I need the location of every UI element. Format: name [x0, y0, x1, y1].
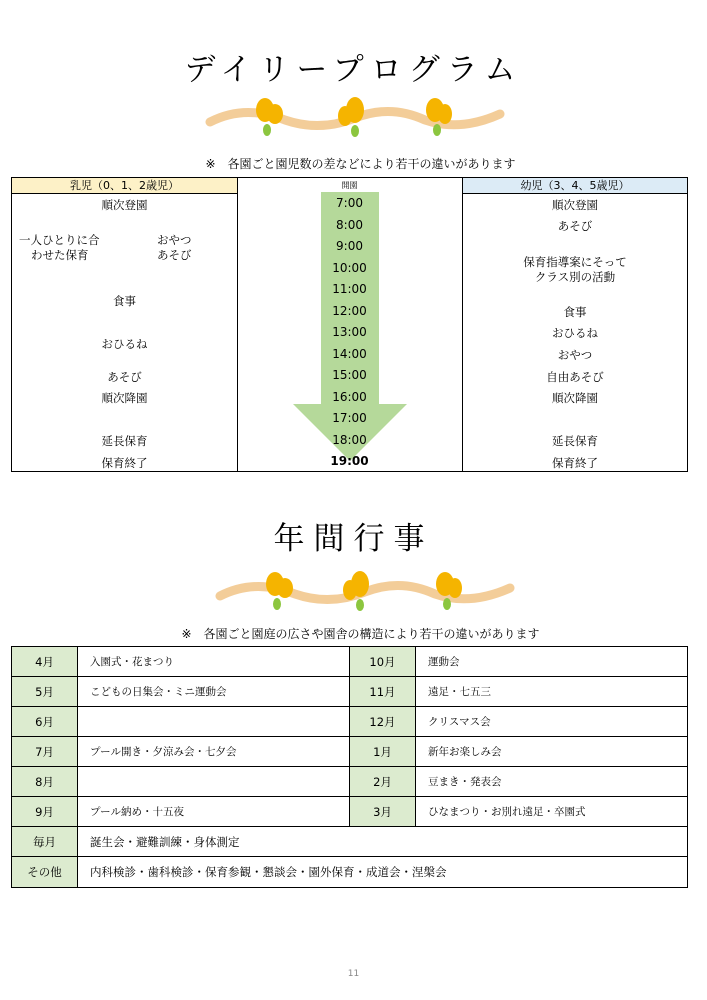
child-activity: あそび	[557, 219, 593, 233]
monthly-events: 誕生会・避難訓練・身体測定	[90, 834, 240, 849]
event-cell	[78, 767, 350, 796]
month-cell: 1月	[350, 737, 416, 766]
month-cell: 6月	[12, 707, 78, 736]
infant-header: 乳児（0、1、2歳児）	[12, 178, 237, 194]
time-label: 19:00	[330, 454, 369, 468]
month-cell: 10月	[350, 647, 416, 676]
month-cell: 4月	[12, 647, 78, 676]
child-activity: 延長保育	[552, 434, 598, 448]
event-cell: プール開き・夕涼み会・七夕会	[78, 737, 350, 766]
month-cell: 8月	[12, 767, 78, 796]
table-row	[12, 797, 687, 827]
time-label: 14:00	[332, 347, 367, 361]
time-label: 10:00	[332, 261, 367, 275]
table-row	[12, 857, 687, 887]
infant-activity: おやつ	[157, 233, 192, 247]
time-label: 8:00	[336, 218, 363, 232]
flower-ribbon-decoration	[215, 568, 515, 612]
event-cell: 新年お楽しみ会	[428, 746, 502, 758]
event-cell: 遠足・七五三	[428, 686, 491, 698]
time-label: 13:00	[332, 325, 367, 339]
infant-column	[12, 178, 238, 471]
month-cell: 5月	[12, 677, 78, 706]
child-activity: おひるね	[552, 326, 598, 340]
flower-ribbon-decoration	[205, 96, 505, 138]
infant-activity: あそび	[157, 248, 192, 262]
month-cell: 3月	[350, 797, 416, 826]
child-activity: おやつ	[557, 348, 593, 362]
time-label: 15:00	[332, 368, 367, 382]
table-row	[12, 707, 687, 737]
month-cell: 7月	[12, 737, 78, 766]
infant-activity: おひるね	[101, 337, 148, 351]
child-activity: 保育終了	[552, 456, 598, 470]
child-activity: 保育指導案にそって	[523, 255, 627, 269]
infant-activity: 一人ひとりに合	[19, 233, 100, 247]
time-label: 16:00	[332, 390, 367, 404]
child-activity: クラス別の活動	[534, 270, 616, 284]
event-cell: 運動会	[428, 656, 460, 668]
child-activity: 食事	[563, 305, 587, 319]
infant-activity: わせた保育	[31, 248, 89, 262]
child-activity: 順次降園	[552, 391, 598, 405]
month-cell: 2月	[350, 767, 416, 796]
child-column	[463, 178, 687, 471]
event-cell: 豆まき・発表会	[428, 776, 502, 788]
time-column	[237, 178, 463, 471]
event-cell	[78, 707, 350, 736]
table-row	[12, 647, 687, 677]
time-label: 12:00	[332, 304, 367, 318]
event-cell: クリスマス会	[428, 716, 491, 728]
opening-label: 開園	[341, 181, 358, 190]
infant-activity: 食事	[113, 294, 136, 308]
child-header: 幼児（3、4、5歳児）	[463, 178, 687, 194]
child-activity: 自由あそび	[546, 370, 604, 384]
table-row	[12, 767, 687, 797]
child-activity: 順次登園	[552, 198, 598, 212]
infant-activity: 順次降園	[101, 391, 148, 405]
event-cell: こどもの日集会・ミニ運動会	[78, 677, 350, 706]
time-label: 11:00	[332, 282, 367, 296]
yearly-events-table	[11, 646, 688, 888]
infant-activity: 順次登園	[101, 198, 148, 212]
yearly-events-title: 年間行事	[273, 521, 434, 557]
infant-activity: 延長保育	[101, 434, 148, 448]
table-row	[12, 737, 687, 767]
page-number: 11	[347, 969, 360, 979]
infant-activity: 保育終了	[101, 456, 148, 470]
month-cell: 12月	[350, 707, 416, 736]
daily-note: ※ 各園ごと園児数の差などにより若干の違いがあります	[205, 157, 516, 171]
time-label: 7:00	[336, 196, 363, 210]
event-cell: プール納め・十五夜	[78, 797, 350, 826]
monthly-label: 毎月	[12, 827, 78, 856]
month-cell: 11月	[350, 677, 416, 706]
time-label: 17:00	[332, 411, 367, 425]
event-cell: 入園式・花まつり	[78, 647, 350, 676]
daily-program-table	[11, 177, 688, 472]
month-cell: 9月	[12, 797, 78, 826]
event-cell: ひなまつり・お別れ遠足・卒園式	[428, 806, 586, 818]
table-row	[12, 677, 687, 707]
other-events: 内科検診・歯科検診・保育参観・懇談会・園外保育・成道会・涅槃会	[90, 865, 447, 879]
time-label: 9:00	[336, 239, 363, 253]
other-label: その他	[12, 857, 78, 887]
table-row	[12, 827, 687, 857]
infant-activity: あそび	[107, 370, 142, 384]
yearly-note: ※ 各園ごと園庭の広さや園舎の構造により若干の違いがあります	[181, 627, 540, 641]
time-label: 18:00	[332, 433, 367, 447]
daily-program-title: デイリープログラム	[184, 52, 523, 88]
